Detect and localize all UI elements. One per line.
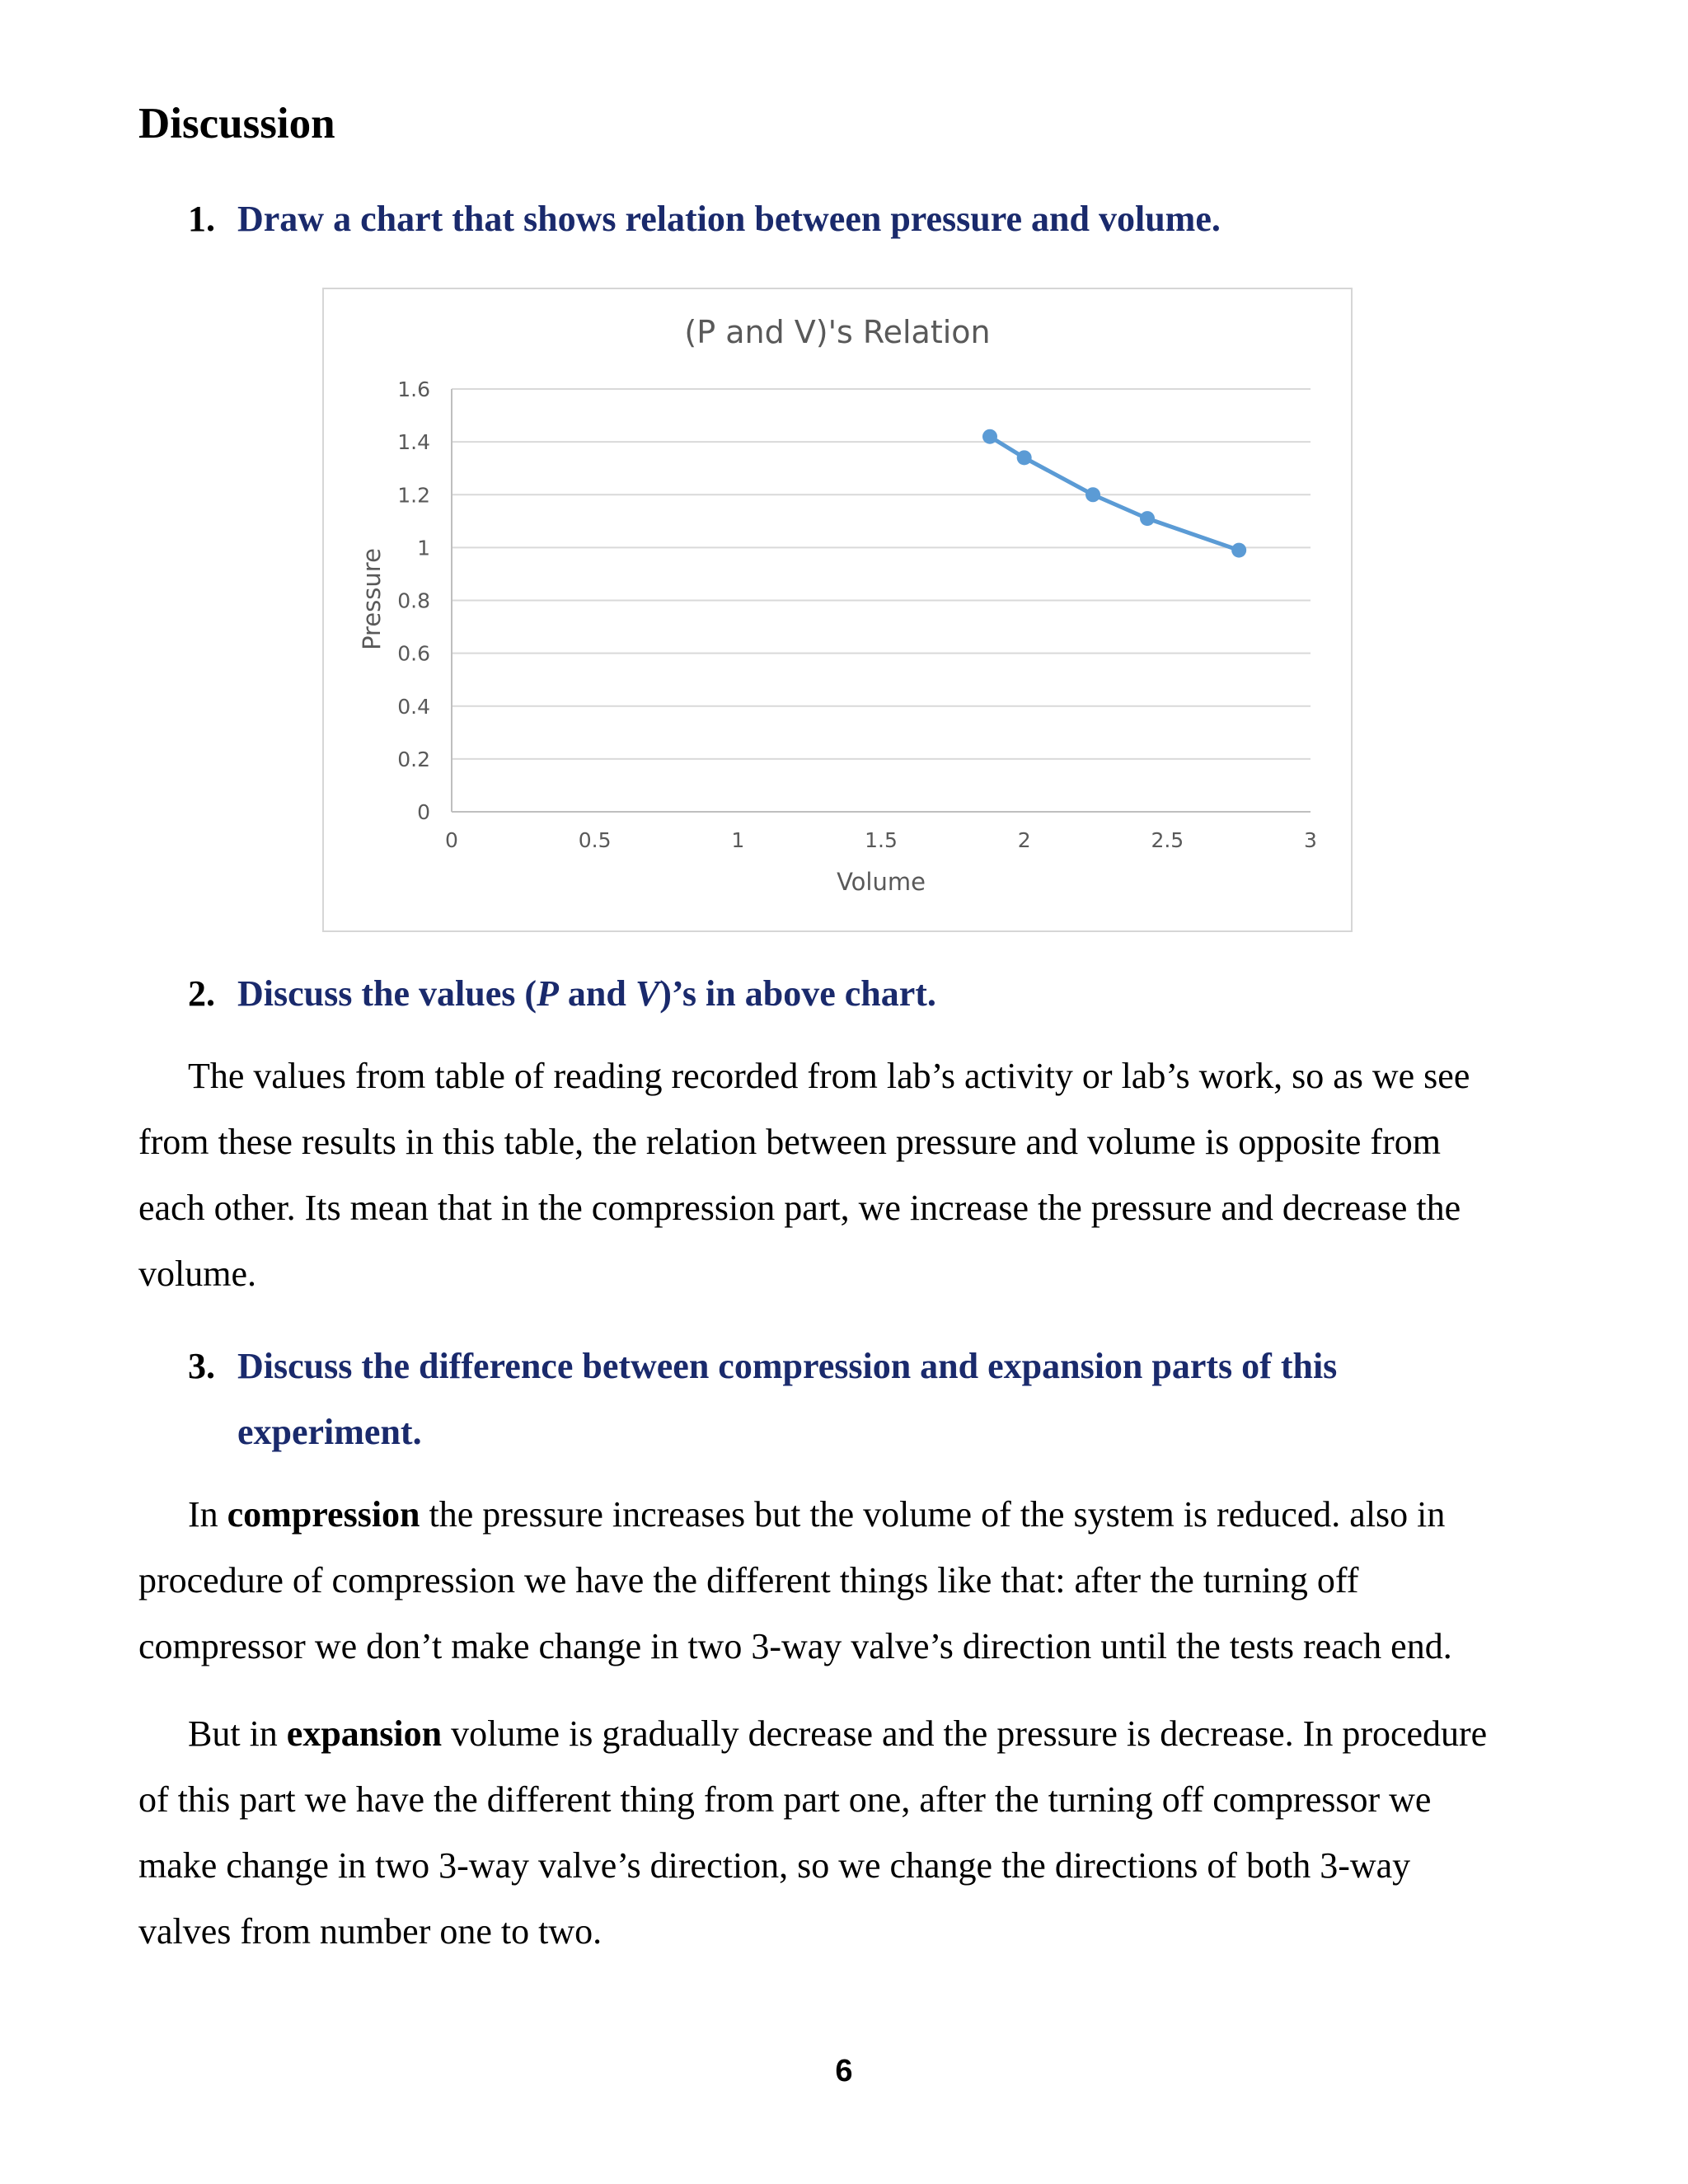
paragraph-line: each other. Its mean that in the compression part, we increase the pressure and decrease the [138,1188,1461,1228]
term-compression: compression [227,1494,420,1535]
data-point [1231,543,1246,558]
chart-gridlines [452,389,1311,759]
volume-symbol: V [635,973,660,1014]
y-tick-label: 0.4 [397,694,430,719]
y-tick-label: 1.4 [397,430,430,455]
question-text-part: and [558,973,635,1014]
question-text [237,972,936,1015]
data-point [1017,450,1032,465]
paragraph-line: The values from table of reading recorded from lab’s activity or lab’s work, so as we see [188,1056,1470,1096]
y-tick-label: 1.2 [397,483,430,508]
y-axis-label: Pressure [358,548,386,650]
paragraph-line [188,1713,1487,1755]
paragraph-line: compressor we don’t make change in two 3-way valve’s direction until the tests reach end. [138,1626,1452,1666]
x-tick-label: 2 [1017,828,1031,852]
chart-canvas [324,289,1351,930]
x-tick-labels [445,828,1317,852]
question-number: 3. [188,1346,215,1386]
term-expansion: expansion [286,1713,443,1754]
chart-title: (P and V)'s Relation [684,314,991,350]
x-tick-label: 3 [1304,828,1317,852]
x-tick-label: 2.5 [1151,828,1184,852]
x-tick-label: 1 [731,828,745,852]
y-tick-label: 0.6 [397,641,430,666]
question-text-line: Discuss the difference between compression and expansion parts of this [237,1346,1338,1386]
y-tick-label: 0 [417,800,430,824]
text-run: the pressure increases but the volume of the system is reduced. also in [420,1494,1446,1535]
question-text-part: )’s in above chart. [659,973,936,1014]
text-run: In [188,1494,227,1535]
data-point [1085,487,1100,502]
text-run: volume is gradually decrease and the pressure is decrease. In procedure [442,1713,1488,1754]
paragraph-line: valves from number one to two. [138,1911,603,1952]
question-text-line: experiment. [237,1412,422,1452]
data-point [982,429,997,444]
text-run: But in [188,1713,287,1754]
x-tick-label: 0 [445,828,458,852]
x-axis-label: Volume [837,868,926,896]
pressure-volume-chart [322,288,1353,932]
paragraph-line: from these results in this table, the relation between pressure and volume is opposite from [138,1122,1441,1162]
page-number: 6 [835,2054,853,2088]
paragraph-line: volume. [138,1254,256,1294]
section-heading: Discussion [138,100,335,148]
chart-series [982,429,1246,558]
data-point [1140,511,1155,526]
question-text: Draw a chart that shows relation between pressure and volume. [237,199,1221,239]
y-tick-label: 1.6 [397,377,430,401]
y-tick-labels [397,377,430,824]
x-tick-label: 1.5 [865,828,898,852]
pressure-symbol: P [537,973,559,1014]
x-tick-label: 0.5 [578,828,612,852]
y-tick-label: 1 [417,536,430,560]
question-text-part: Discuss the values ( [237,973,537,1014]
paragraph-line: make change in two 3-way valve’s direction, so we change the directions of both 3-way [138,1845,1411,1886]
y-tick-label: 0.2 [397,747,430,771]
paragraph-line: of this part we have the different thing from part one, after the turning off compressor we [138,1779,1432,1820]
question-number: 2. [188,973,215,1014]
paragraph-line: procedure of compression we have the different things like that: after the turning off [138,1560,1359,1601]
paragraph-line [188,1493,1445,1535]
y-tick-label: 0.8 [397,588,430,613]
question-number: 1. [188,199,215,239]
